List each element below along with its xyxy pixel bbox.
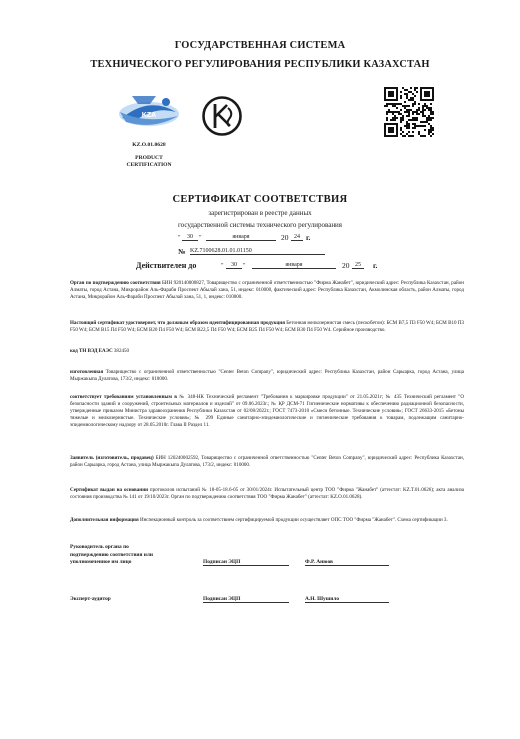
reg-day: 30 [182,234,198,241]
product-paragraph: Настоящий сертификат удостоверяет, что должным образом идентифицированная продукция Бетонная мелкозернистая смесь (пескобетон): БСМ В7,5 П3 F50 W4; БСМ В10 П3 F50 W4; БСМ В15 П4 F50 W4; БСМ В20 П4 F50 W4; БСМ В22,5 П4 F50 W4; БСМ В25 П4 F50 W4; БСМ В30 П4 F50 W4. Серийное производство. [70,320,464,334]
manufacturer-paragraph: изготовленная Товарищество с ограниченной ответственностью "Center Beton Company", юридический адрес: Республика Казахстан, район Сарыарка, город Астана, улица Мыржакыпа Дулатова, 173/2, индекс: 010000. [70,369,464,383]
qr-code-icon [384,87,434,137]
registration-date: " 30 " января 20 24 г. [178,233,311,242]
code-paragraph: код ТН ВЭД ЕАЭС 382450 [70,348,130,354]
expert-name: А.Н. Шушило [305,596,389,603]
certificate-number: KZ.7100628.01.01.01150 [190,248,325,255]
certificate-subtitle-2: государственной системы технического регулирования [177,221,343,229]
extra-info-paragraph: Дополнительная информация Инспекционный контроль за соответствием сертифицируемой продукции осуществляет ОПС ТОО "Фирма "Жанабет". Схема сертификации 3. [70,517,448,523]
head-name: Ф.Р. Анюов [305,559,389,566]
expert-signature: Подписан ЭЦП [203,596,289,603]
logo-code: KZ.O.01.0628 [132,142,166,148]
certificate-subtitle-1: зарегистрирован в реестре данных [208,209,312,217]
expert-auditor-label: Эксперт-аудитор [70,596,111,602]
logo-caption-2: CERTIFICATION [126,162,172,168]
valid-until-row: Действителен до " 30 " января 20 25 г. [136,261,378,270]
head-signatory-label: Руководитель органа по подтверждению соответствия или уполномоченное им лицо [70,544,153,565]
header-line-2: ТЕХНИЧЕСКОГО РЕГУЛИРОВАНИЯ РЕСПУБЛИКИ КАЗАХСТАН [90,59,430,70]
valid-day: 30 [226,262,242,269]
compliance-paragraph: соответствует требованиям установленным в № 348-НК Технический регламент "Требования к маркировке продукции" от 21.05.2021г; № 435 Технический регламент "О безопасности зданий и сооружений, строительных материалов и изделий" от 09.06.2023г.; № ҚР ДСМ-71 Гигиенические нормативы к обеспечению радиационной безопасности, утвержденные приказом Министра здравоохранения Республики Казахстан от 02/08/2022г.; ГОСТ 7473-2010 «Смеси бетонные. Технические условия»; ГОСТ 26633-2015 «Бетоны тяжелые и мелкозернистые. Технические условия»; № 299 Единые санитарно-эпидемиологические и гигиенические требования к товарам, подлежащим санитарно-эпидемиологическому надзору от 28.05.2010г. Глава II Раздел 11. [70,394,464,429]
svg-text:KZA: KZA [141,112,157,119]
reg-year: 24 [291,234,303,241]
product-certification-logo [116,90,182,136]
kz-conformity-mark-icon [201,95,243,137]
applicant-paragraph: Заявитель (изготовитель, продавец) БИН 120240002592, Товарищество с ограниченной ответственностью "Center Beton Company", юридический адрес: Республика Казахстан, район Сарыарка, город Астана, улица Мыржакыпа Дулатова, 173/2, индекс: 010000. [70,455,464,469]
logo-caption-1: PRODUCT [135,155,163,161]
header-line-1: ГОСУДАРСТВЕННАЯ СИСТЕМА [174,40,346,51]
valid-year: 25 [352,262,364,269]
reg-month: января [206,234,276,241]
valid-month: января [252,262,336,269]
basis-paragraph: Сертификат выдан на основании протоколов испытаний № 18-05-18.6-05 от 30/01/2024г. Испытательный центр ТОО "Фирма "Жанабет" (аттестат: KZ.T.01.0626); акта анализа состояния производства № 141 от 19/10/2023г. Орган по подтверждению соответствия ТОО "Фирма Жанабет" (аттестат: KZ.O.01.0628). [70,487,465,501]
valid-until-label: Действителен до [136,261,197,270]
certificate-number-row: № KZ.7100628.01.01.01150 [178,248,338,260]
certificate-title: СЕРТИФИКАТ СООТВЕТСТВИЯ [172,194,348,205]
head-signature: Подписан ЭЦП [203,559,289,566]
organ-paragraph: Орган по подтверждению соответствия БИН 920140000827, Товарищество с ограниченной ответственностью "Фирма Жанабет", юридический адрес: Республика Казахстан, район Алматы, город Астана, Микрорайон Аль-Фараби Проспект Абылай хана, 51, индекс: 010000, фактический адрес: Республика Казахстан, Акмолинская область, район Алматы, город Астана, Микрорайон Аль-Фараби Проспект Абылай хана, 51, 1, индекс: 010000. [70,280,464,301]
